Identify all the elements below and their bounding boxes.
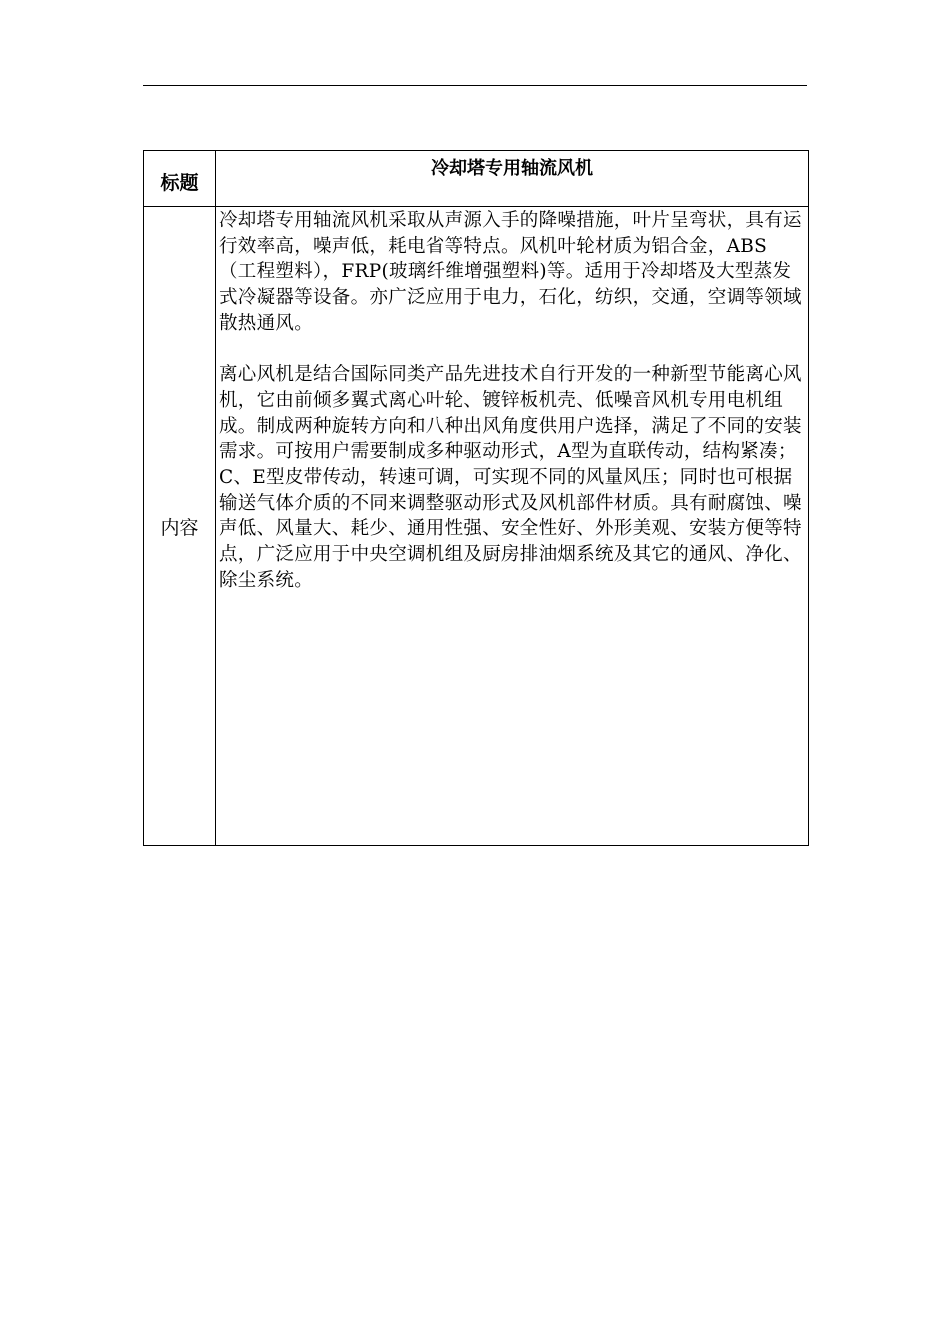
title-row — [144, 151, 809, 207]
product-table — [143, 150, 809, 846]
content-paragraph-2: 离心风机是结合国际同类产品先进技术自行开发的一种新型节能离心风机，它由前倾多翼式离心叶轮、镀锌板机壳、低噪音风机专用电机组成。制成两种旋转方向和八种出风角度供用户选择，满足了不同的安装需求。可按用户需要制成多种驱动形式，A型为直联传动，结构紧凑；C、E型皮带传动，转速可调，可实现不同的风量风压；同时也可根据输送气体介质的不同来调整驱动形式及风机部件材质。具有耐腐蚀、噪声低、风量大、耗少、通用性强、安全性好、外形美观、安装方便等特点，广泛应用于中央空调机组及厨房排油烟系统及其它的通风、净化、除尘系统。 — [219, 364, 802, 591]
content-row — [144, 207, 809, 846]
content-body — [216, 207, 809, 846]
header-rule — [143, 85, 807, 86]
title-label: 标题 — [144, 151, 216, 207]
content-paragraph-1: 冷却塔专用轴流风机采取从声源入手的降噪措施，叶片呈弯状，具有运行效率高，噪声低，耗电省等特点。风机叶轮材质为铝合金，ABS（工程塑料），FRP(玻璃纤维增强塑料)等。适用于冷却塔及大型蒸发式冷凝器等设备。亦广泛应用于电力，石化，纺织，交通，空调等领域散热通风。 — [219, 210, 802, 334]
title-value: 冷却塔专用轴流风机 — [216, 151, 809, 207]
content-label: 内容 — [144, 207, 216, 846]
